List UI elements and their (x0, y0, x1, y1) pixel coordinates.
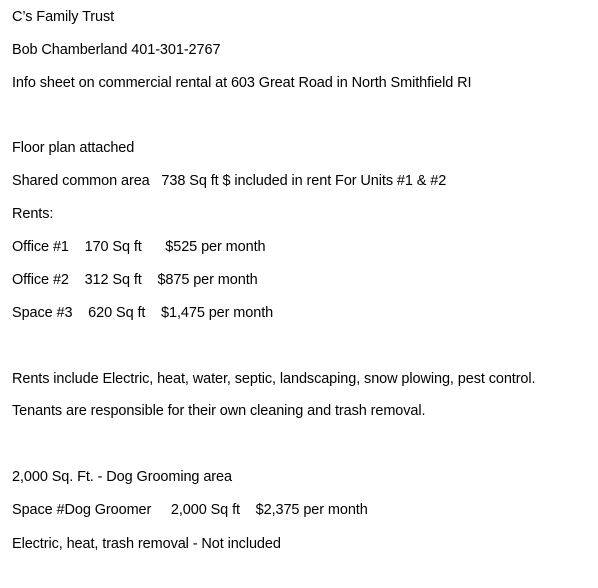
shared-area-line: Shared common area 738 Sq ft $ included in rent For Units #1 & #2 (12, 173, 447, 189)
rent-includes-line: Rents include Electric, heat, water, septic, landscaping, snow plowing, pest control. (12, 371, 536, 387)
tenant-responsibility-line: Tenants are responsible for their own cleaning and trash removal. (12, 403, 426, 419)
grooming-heading: 2,000 Sq. Ft. - Dog Grooming area (12, 469, 232, 485)
unit-line: Office #2 312 Sq ft $875 per month (12, 272, 258, 288)
rents-heading: Rents: (12, 206, 54, 222)
floor-plan-note: Floor plan attached (12, 140, 135, 156)
contact-line: Bob Chamberland 401-301-2767 (12, 42, 221, 58)
subject-line: Info sheet on commercial rental at 603 Great Road in North Smithfield RI (12, 75, 472, 91)
document-page (12, 0, 598, 588)
document-title: C’s Family Trust (12, 9, 115, 25)
grooming-note-line: Electric, heat, trash removal - Not included (12, 536, 281, 552)
grooming-space-line: Space #Dog Groomer 2,000 Sq ft $2,375 per month (12, 502, 368, 518)
unit-line: Space #3 620 Sq ft $1,475 per month (12, 305, 274, 321)
unit-line: Office #1 170 Sq ft $525 per month (12, 239, 266, 255)
